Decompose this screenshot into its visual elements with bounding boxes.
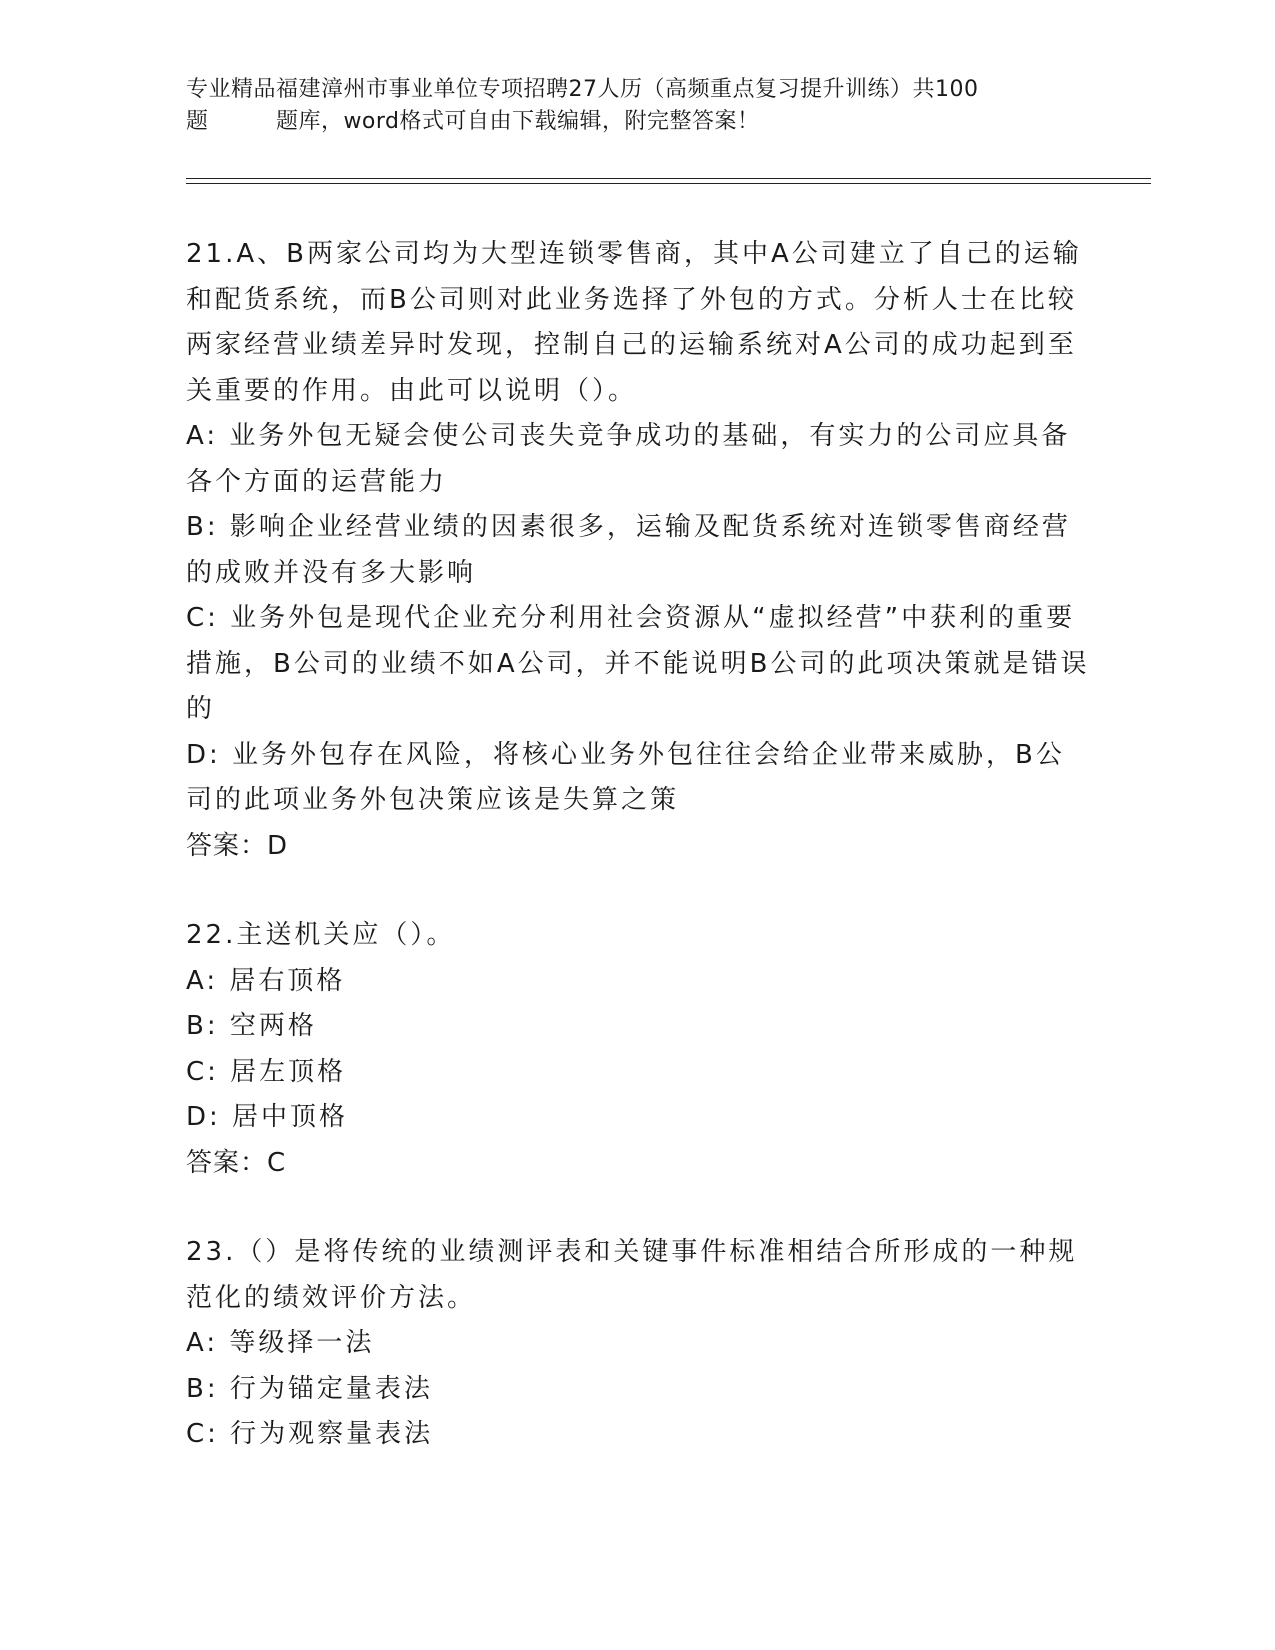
question-23 (186, 1230, 1091, 1458)
option-d: D: 业务外包存在风险，将核心业务外包往往会给企业带来威胁，B公司的此项业务外包决策应该是失算之策 (186, 739, 1065, 815)
option-b: B: 行为锚定量表法 (186, 1373, 433, 1404)
option-a: A: 业务外包无疑会使公司丧失竞争成功的基础，有实力的公司应具备各个方面的运营能力 (186, 421, 1071, 497)
page-header (186, 74, 1086, 138)
question-stem: 21.A、B两家公司均为大型连锁零售商，其中A公司建立了自己的运输和配货系统，而B公司则对此业务选择了外包的方式。分析人士在比较两家经营业绩差异时发现，控制自己的运输系统对A公司的成功起到至关重要的作用。由此可以说明（）。 (186, 239, 1082, 406)
question-21 (186, 232, 1091, 869)
option-b: B: 影响企业经营业绩的因素很多，运输及配货系统对连锁零售商经营的成败并没有多大影响 (186, 512, 1071, 588)
questions-list (186, 232, 1091, 1502)
answer: 答案：D (186, 830, 289, 861)
header-title-line2: 题 题库，word格式可自由下载编辑，附完整答案！ (186, 109, 760, 134)
question-stem: 22.主送机关应（）。 (186, 920, 456, 950)
header-rule-top (186, 178, 1151, 179)
header-title-line1: 专业精品福建漳州市事业单位专项招聘27人历（高频重点复习提升训练）共100 (186, 77, 979, 102)
option-a: A: 等级择一法 (186, 1328, 375, 1358)
header-rule-bottom (186, 183, 1151, 184)
option-a: A: 居右顶格 (186, 965, 346, 996)
option-c: C: 行为观察量表法 (186, 1419, 434, 1449)
option-d: D: 居中顶格 (186, 1102, 349, 1132)
option-c: C: 居左顶格 (186, 1056, 347, 1087)
option-c: C: 业务外包是现代企业充分利用社会资源从“虚拟经营”中获利的重要措施，B公司的业绩不如A公司，并不能说明B公司的此项决策就是错误的 (186, 603, 1090, 724)
question-stem: 23.（）是将传统的业绩测评表和关键事件标准相结合所形成的一种规范化的绩效评价方法。 (186, 1237, 1078, 1313)
answer: 答案：C (186, 1147, 287, 1178)
option-b: B: 空两格 (186, 1011, 317, 1041)
question-22 (186, 913, 1091, 1186)
